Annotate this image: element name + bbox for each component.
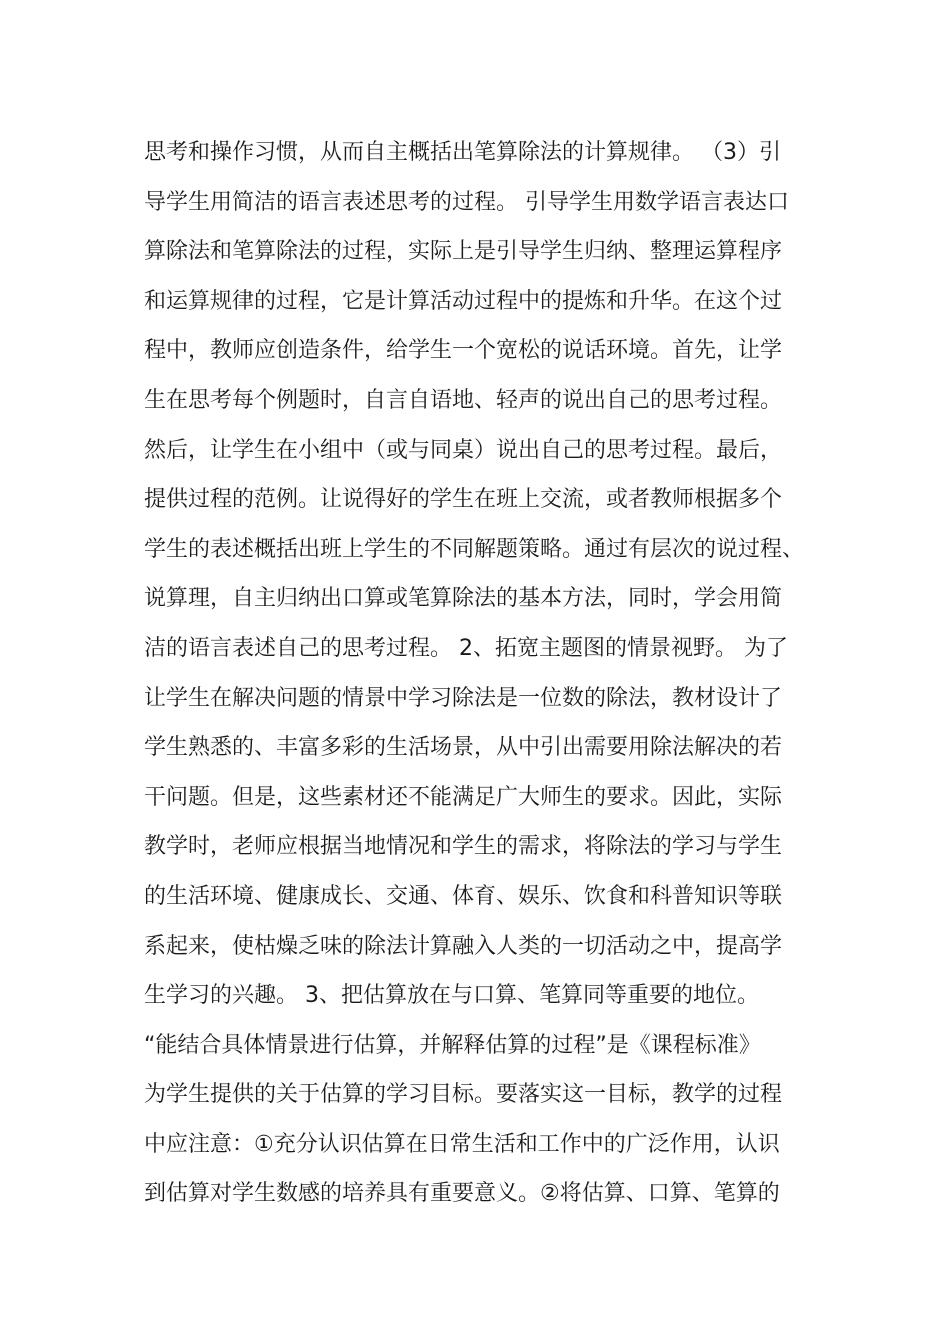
text-line: 生在思考每个例题时，自言自语地、轻声的说出自己的思考过程。 [144, 387, 783, 413]
text-line: 到估算对学生数感的培养具有重要意义。②将估算、口算、笔算的 [144, 1181, 780, 1207]
text-line: 中应注意：①充分认识估算在日常生活和工作中的广泛作用，认识 [144, 1131, 780, 1157]
text-line: 生学习的兴趣。 3、把估算放在与口算、笔算同等重要的地位。 [144, 983, 759, 1009]
text-line: 让学生在解决问题的情景中学习除法是一位数的除法，教材设计了 [144, 685, 783, 711]
text-line: 系起来，使枯燥乏味的除法计算融入人类的一切活动之中，提高学 [144, 933, 783, 959]
text-line: 然后，让学生在小组中（或与同桌）说出自己的思考过程。最后， [144, 437, 783, 463]
text-line: 学生熟悉的、丰富多彩的生活场景，从中引出需要用除法解决的若 [144, 735, 783, 761]
text-line: 说算理，自主归纳出口算或笔算除法的基本方法，同时，学会用简 [144, 586, 783, 612]
text-line: 程中，教师应创造条件，给学生一个宽松的说话环境。首先，让学 [144, 338, 783, 364]
text-line: 导学生用简洁的语言表述思考的过程。 引导学生用数学语言表达口 [144, 189, 789, 215]
text-line: 和运算规律的过程，它是计算活动过程中的提炼和升华。在这个过 [144, 288, 783, 314]
text-line: 学生的表述概括出班上学生的不同解题策略。通过有层次的说过程、 [144, 536, 805, 562]
text-line: 思考和操作习惯，从而自主概括出笔算除法的计算规律。 （3）引 [144, 140, 781, 165]
text-line: 算除法和笔算除法的过程，实际上是引导学生归纳、整理运算程序 [144, 239, 783, 265]
text-line: 的生活环境、健康成长、交通、体育、娱乐、饮食和科普知识等联 [144, 883, 783, 909]
text-line: 为学生提供的关于估算的学习目标。要落实这一目标，教学的过程 [144, 1082, 783, 1108]
text-line: 洁的语言表述自己的思考过程。 2、拓宽主题图的情景视野。 为了 [144, 635, 788, 661]
text-line: 教学时，老师应根据当地情况和学生的需求，将除法的学习与学生 [144, 834, 783, 860]
text-line: “能结合具体情景进行估算，并解释估算的过程”是《课程标准》 [144, 1032, 761, 1058]
text-line: 提供过程的范例。让说得好的学生在班上交流，或者教师根据多个 [144, 487, 783, 513]
body-text [144, 128, 814, 1219]
text-line: 干问题。但是，这些素材还不能满足广大师生的要求。因此，实际 [144, 784, 783, 810]
